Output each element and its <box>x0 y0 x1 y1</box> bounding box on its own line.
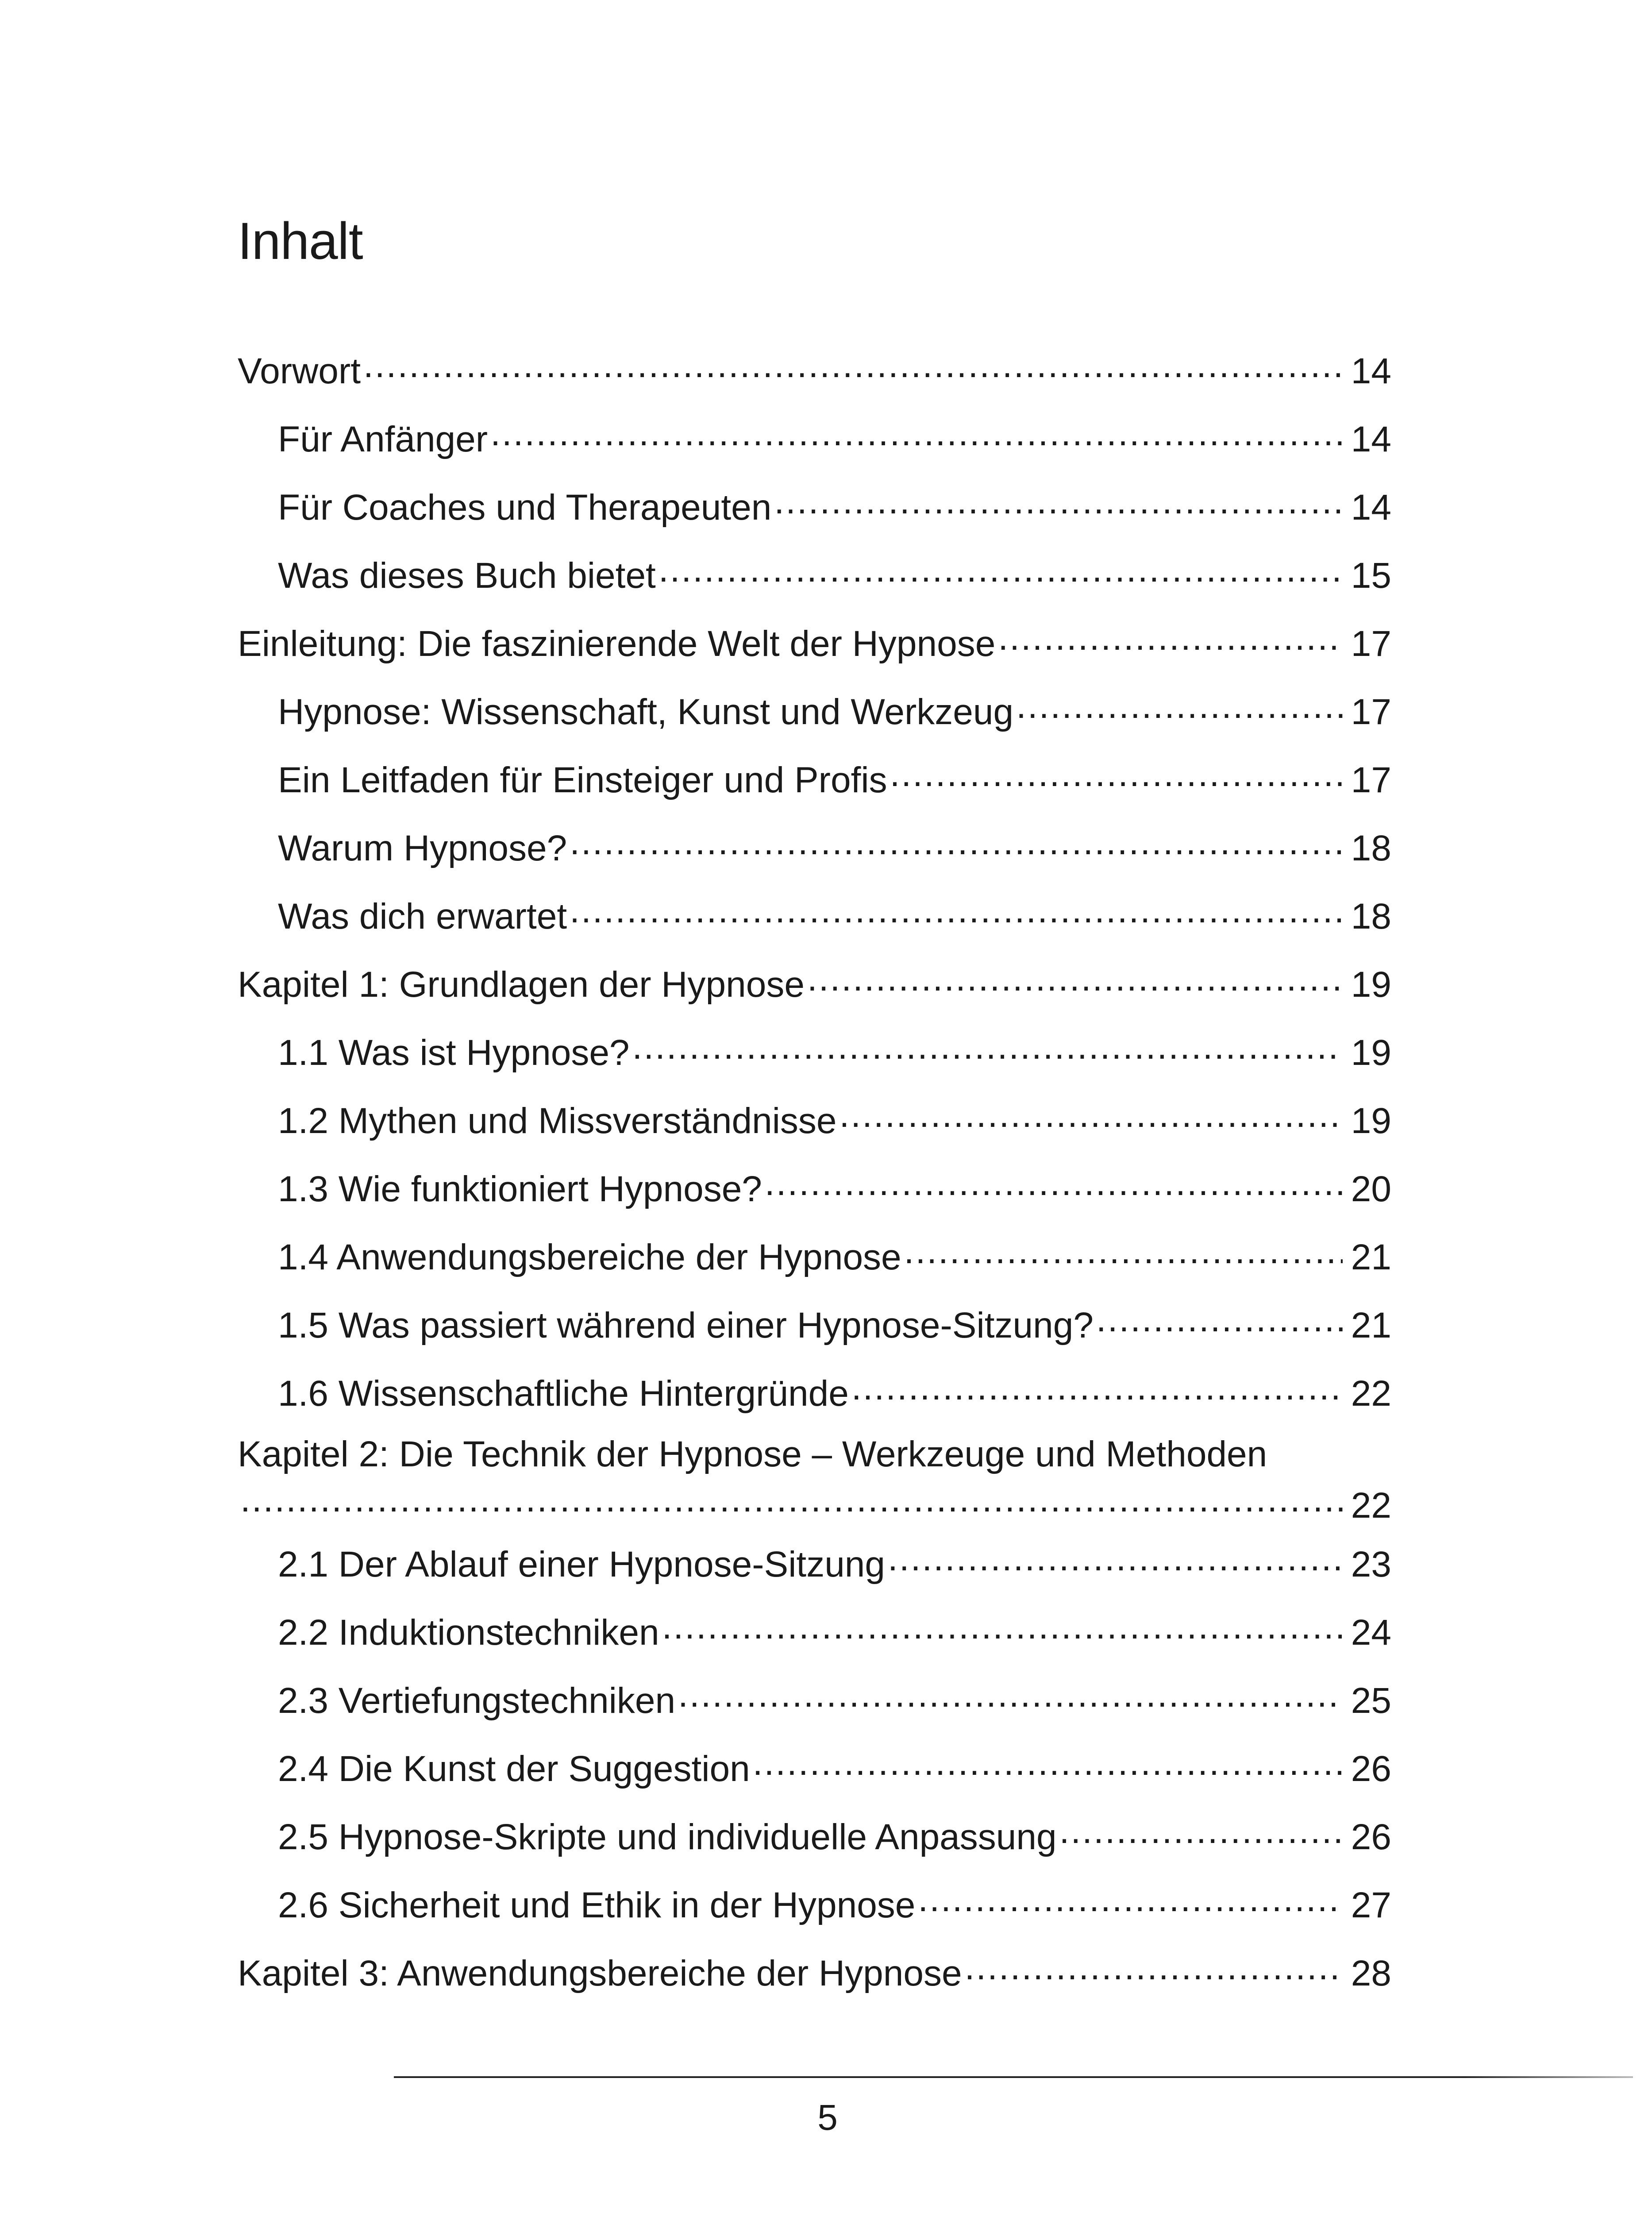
toc-entry-title: Für Anfänger <box>278 419 488 459</box>
toc-entry-title: 1.4 Anwendungsbereiche der Hypnose <box>278 1237 901 1277</box>
toc-entry-title: Einleitung: Die faszinierende Welt der Hypnose <box>238 624 996 664</box>
toc-entry-page: 17 <box>1351 692 1391 732</box>
toc-dot-leader <box>918 1881 1343 1917</box>
toc-entry-title: Kapitel 3: Anwendungsbereiche der Hypnose <box>238 1953 962 1993</box>
toc-entry-page: 26 <box>1351 1749 1391 1789</box>
toc-entry-page: 24 <box>1351 1612 1391 1653</box>
toc-entry[interactable] <box>238 1087 1391 1155</box>
page-number: 5 <box>817 2097 838 2138</box>
toc-entry-title: 2.2 Induktionstechniken <box>278 1612 659 1653</box>
toc-entry-page: 27 <box>1351 1885 1391 1925</box>
toc-dot-leader <box>1059 1813 1343 1849</box>
toc-dot-leader <box>632 1029 1343 1065</box>
toc-entry-page: 14 <box>1351 351 1391 391</box>
footer-divider <box>394 2076 1633 2078</box>
toc-entry[interactable] <box>238 1803 1391 1871</box>
toc-entry[interactable] <box>238 1939 1391 2008</box>
toc-entry[interactable] <box>238 405 1391 474</box>
toc-entry-title: 2.3 Vertiefungstechniken <box>278 1681 676 1721</box>
toc-dot-leader <box>662 1608 1343 1645</box>
toc-entry-page: 17 <box>1351 760 1391 800</box>
toc-entry-title: Was dich erwartet <box>278 896 567 937</box>
toc-dot-leader <box>678 1677 1343 1713</box>
toc-entry[interactable] <box>238 678 1391 746</box>
toc-entry-page: 21 <box>1351 1305 1391 1346</box>
toc-entry[interactable] <box>238 951 1391 1019</box>
toc-entry[interactable] <box>238 1599 1391 1667</box>
toc-dot-leader <box>765 1165 1343 1201</box>
toc-entry-title: Warum Hypnose? <box>278 828 567 868</box>
toc-entry[interactable] <box>238 1428 1391 1531</box>
toc-dot-leader <box>890 756 1343 792</box>
toc-entry-title: 1.1 Was ist Hypnose? <box>278 1033 630 1073</box>
toc-entry-page: 19 <box>1351 1101 1391 1141</box>
toc-entry-title: 2.1 Der Ablauf einer Hypnose-Sitzung <box>278 1544 886 1585</box>
toc-entry-title: Vorwort <box>238 351 361 391</box>
toc-entry-page: 21 <box>1351 1237 1391 1277</box>
toc-entry-page: 19 <box>1351 1033 1391 1073</box>
toc-dot-leader <box>851 1369 1343 1406</box>
toc-dot-leader <box>965 1949 1343 1986</box>
toc-entry[interactable] <box>238 1531 1391 1599</box>
toc-entry-title: Kapitel 1: Grundlagen der Hypnose <box>238 964 805 1005</box>
toc-entry[interactable] <box>238 610 1391 678</box>
toc-entry-title: Für Coaches und Therapeuten <box>278 487 772 528</box>
toc-entry-page: 22 <box>1351 1373 1391 1414</box>
toc-entry-title: 1.2 Mythen und Missverständnisse <box>278 1101 837 1141</box>
toc-entry-page: 18 <box>1351 828 1391 868</box>
toc-dot-leader <box>570 892 1343 929</box>
toc-entry[interactable] <box>238 474 1391 542</box>
toc-entry[interactable] <box>238 1735 1391 1803</box>
toc-dot-leader <box>1096 1301 1343 1338</box>
toc-dot-leader <box>839 1097 1343 1133</box>
toc-dot-leader <box>240 1481 1343 1518</box>
toc-entry[interactable] <box>238 1871 1391 1939</box>
toc-dot-leader <box>998 620 1343 656</box>
toc-entry[interactable] <box>238 814 1391 883</box>
toc-dot-leader <box>774 483 1343 520</box>
toc-entry[interactable] <box>238 1360 1391 1428</box>
toc-entry[interactable] <box>238 746 1391 814</box>
toc-entry-page: 25 <box>1351 1681 1391 1721</box>
toc-entry-title: 1.6 Wissenschaftliche Hintergründe <box>278 1373 849 1414</box>
toc-entry[interactable] <box>238 883 1391 951</box>
toc-entry-page: 28 <box>1351 1953 1391 1993</box>
toc-entry-title: Ein Leitfaden für Einsteiger und Profis <box>278 760 887 800</box>
toc-entry-page: 17 <box>1351 624 1391 664</box>
toc-entry[interactable] <box>238 1223 1391 1292</box>
toc-dot-leader <box>753 1745 1343 1781</box>
toc-heading: Inhalt <box>238 212 363 270</box>
toc-entry[interactable] <box>238 1155 1391 1223</box>
toc-entry-page: 14 <box>1351 487 1391 528</box>
toc-entry[interactable] <box>238 337 1391 405</box>
toc-entry[interactable] <box>238 542 1391 610</box>
toc-dot-leader <box>904 1233 1343 1269</box>
toc-entry-title: 2.6 Sicherheit und Ethik in der Hypnose <box>278 1885 916 1925</box>
toc-entry-title: 1.3 Wie funktioniert Hypnose? <box>278 1169 762 1209</box>
toc-entry-page: 19 <box>1351 964 1391 1005</box>
toc-entry-page: 23 <box>1351 1544 1391 1585</box>
toc-entry-page: 26 <box>1351 1817 1391 1857</box>
toc-entry[interactable] <box>238 1292 1391 1360</box>
toc-entry-title: Was dieses Buch bietet <box>278 555 656 596</box>
toc-entry-title: 2.4 Die Kunst der Suggestion <box>278 1749 750 1789</box>
toc-entry-title: Kapitel 2: Die Technik der Hypnose – Werkzeuge und Methoden <box>238 1434 1267 1474</box>
toc-entry-title: Hypnose: Wissenschaft, Kunst und Werkzeug <box>278 692 1014 732</box>
toc-dot-leader <box>658 551 1343 588</box>
toc-entry-title: 1.5 Was passiert während einer Hypnose-Sitzung? <box>278 1305 1094 1346</box>
toc-dot-leader <box>807 960 1343 997</box>
table-of-contents <box>238 337 1391 2008</box>
toc-entry-page: 20 <box>1351 1169 1391 1209</box>
toc-entry-page: 14 <box>1351 419 1391 459</box>
toc-entry[interactable] <box>238 1667 1391 1735</box>
toc-dot-leader <box>570 824 1343 860</box>
toc-entry-page: 18 <box>1351 896 1391 937</box>
toc-entry-title: 2.5 Hypnose-Skripte und individuelle Anpassung <box>278 1817 1057 1857</box>
toc-entry[interactable] <box>238 1019 1391 1087</box>
toc-dot-leader <box>363 347 1343 383</box>
toc-dot-leader <box>1016 688 1343 724</box>
toc-dot-leader <box>490 415 1343 451</box>
toc-entry-page: 22 <box>1351 1485 1391 1526</box>
toc-entry-page: 15 <box>1351 555 1391 596</box>
toc-leader-row <box>238 1481 1391 1531</box>
toc-dot-leader <box>888 1540 1343 1577</box>
